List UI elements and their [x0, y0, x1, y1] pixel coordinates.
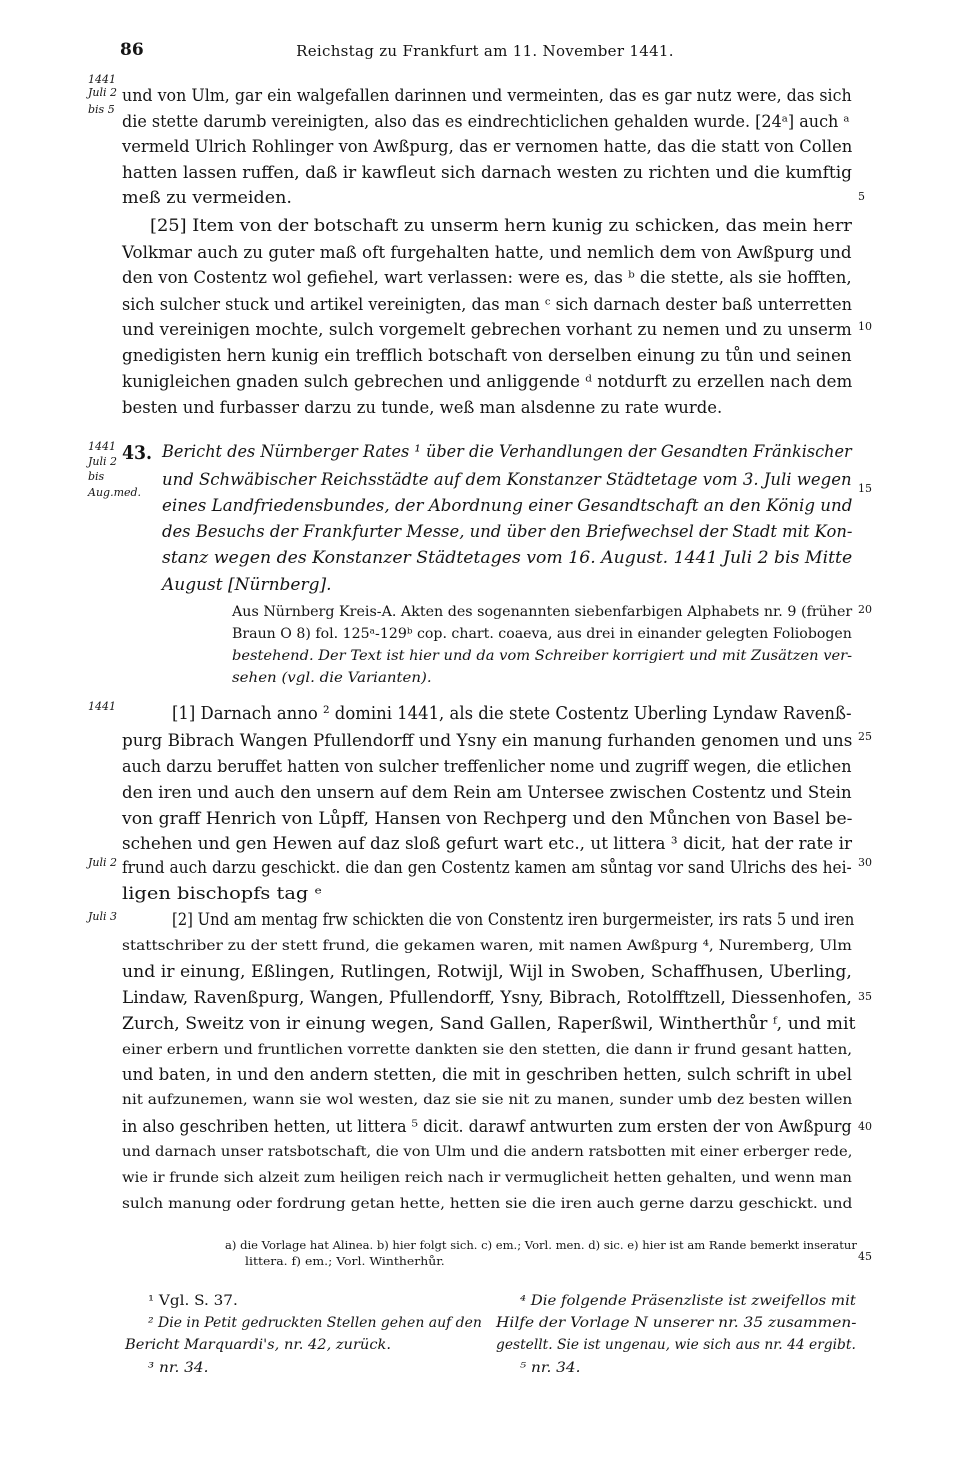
text-line: und ir einung, Eßlingen, Rutlingen, Rotwijl, Wijl in Swoben, Schaffhusen, Uberling,	[122, 962, 852, 982]
line-number: 20	[858, 603, 872, 616]
margin-note: bis 5	[88, 103, 115, 116]
line-number: 25	[858, 730, 872, 743]
margin-note: 1441	[88, 700, 116, 713]
text-line: nit aufzunemen, wann sie wol westen, daz sie sie nit zu manen, sunder umb dez besten willen	[122, 1092, 853, 1108]
text-line: hatten lassen ruffen, daß ir kawfleut sich darnach westen zu richten und die kumftig	[122, 163, 852, 183]
line-number: 10	[858, 320, 872, 333]
line-number: 35	[858, 990, 872, 1003]
text-line: vermeld Ulrich Rohlinger von Awßpurg, das er vernomen hatte, das die statt von Collen	[122, 137, 853, 157]
text-line: und vereinigen mochte, sulch vorgemelt gebrechen vorhant zu nemen und zu unserm	[122, 320, 852, 340]
text-line: auch darzu beruffet hatten von sulcher treffenlicher nome und zugriff wegen, die etlichen	[122, 757, 852, 777]
line-number: 5	[858, 190, 865, 203]
text-line: [1] Darnach anno ² domini 1441, als die stete Costentz Uberling Lyndaw Ravenß-	[172, 703, 852, 724]
heading-line: eines Landfriedensbundes, der Abordnung einer Gesandtschaft an den König und	[162, 496, 853, 516]
text-line: Lindaw, Ravenßpurg, Wangen, Pfullendorff, Ysny, Bibrach, Rotolfftzell, Diessenhofen,	[122, 988, 852, 1008]
text-line: einer erbern und fruntlichen vorrette dankten sie den stetten, die dann ir frund gesant hatten,	[122, 1042, 853, 1058]
margin-note: Juli 2	[88, 856, 118, 869]
variant-line: a) die Vorlage hat Alinea. b) hier folgt sich. c) em.; Vorl. men. d) sic. e) hier ist am Rande bemerkt inseratur	[225, 1238, 857, 1252]
source-line: bestehend. Der Text ist hier und da vom Schreiber korrigiert und mit Zusätzen ver-	[232, 648, 853, 664]
margin-note: bis	[88, 470, 105, 483]
text-line: die stette darumb vereinigten, also das es eindrechticlichen gehalden wurde. [24ᵃ] auch ᵃ	[122, 112, 850, 132]
text-line: und baten, in und den andern stetten, die mit in geschriben hetten, sulch schrift in ubel	[122, 1065, 852, 1085]
heading-line: Bericht des Nürnberger Rates ¹ über die Verhandlungen der Gesandten Fränkischer	[162, 442, 852, 462]
text-line: Zurch, Sweitz von ir einung wegen, Sand Gallen, Raperßwil, Wintherthůr ᶠ, und mit	[122, 1014, 856, 1034]
text-line: Volkmar auch zu guter maß oft furgehalten hatte, und nemlich dem von Awßpurg und	[122, 243, 852, 263]
text-line: und von Ulm, gar ein walgefallen darinnen und vermeinten, das es gar nutz were, das sich	[122, 86, 852, 106]
margin-note: Juli 3	[88, 910, 118, 923]
text-line: in also geschriben hetten, ut littera ⁵ dicit. darawf antwurten zum ersten der von Awßpurg	[122, 1117, 852, 1137]
text-line: frund auch darzu geschickt. die dan gen Costentz kamen am sůntag vor sand Ulrichs des hei-	[122, 858, 852, 878]
source-line: Aus Nürnberg Kreis-A. Akten des sogenannten siebenfarbigen Alphabets nr. 9 (früher	[232, 604, 853, 620]
heading-line: des Besuchs der Frankfurter Messe, und über den Briefwechsel der Stadt mit Kon-	[162, 522, 853, 542]
text-line: kunigleichen gnaden sulch gebrechen und anliggende ᵈ notdurft zu erzellen nach dem	[122, 372, 853, 392]
line-number: 45	[858, 1250, 872, 1263]
footnote-line: ⁵ nr. 34.	[520, 1360, 581, 1376]
variant-line: littera. f) em.; Vorl. Wintherhůr.	[245, 1254, 445, 1268]
section-number: 43.	[122, 442, 153, 464]
margin-note: Juli 2	[88, 455, 118, 468]
source-line: sehen (vgl. die Varianten).	[232, 670, 432, 686]
page-number: 86	[120, 40, 144, 60]
line-number: 30	[858, 856, 872, 869]
running-title: Reichstag zu Frankfurt am 11. November 1441.	[296, 42, 674, 60]
source-line: Braun O 8) fol. 125ᵃ-129ᵇ cop. chart. coaeva, aus drei in einander gelegten Foliobogen	[232, 626, 852, 642]
text-line: meß zu vermeiden.	[122, 188, 292, 208]
heading-line: und Schwäbischer Reichsstädte auf dem Konstanzer Städtetage vom 3. Juli wegen	[162, 470, 852, 490]
margin-note: 1441	[88, 440, 116, 453]
line-number: 15	[858, 482, 872, 495]
text-line: sulch manung oder fordrung getan hette, hetten sie die iren auch gerne darzu geschickt. und	[122, 1196, 853, 1212]
footnote-line: ¹ Vgl. S. 37.	[148, 1293, 238, 1309]
margin-note: 1441	[88, 73, 116, 86]
heading-line: stanz wegen des Konstanzer Städtetages vom 16. August. 1441 Juli 2 bis Mitte	[162, 548, 853, 568]
text-line: purg Bibrach Wangen Pfullendorff und Ysny ein manung furhanden genomen und uns	[122, 731, 853, 751]
text-line: und darnach unser ratsbotschaft, die von Ulm und die andern ratsbotten mit einer erberger rede,	[122, 1144, 853, 1160]
footnote-line: Hilfe der Vorlage N unserer nr. 35 zusammen-	[496, 1315, 857, 1331]
text-line: schehen und gen Hewen auf daz sloß gefurt wart etc., ut littera ³ dicit, hat der rate ir	[122, 834, 853, 854]
text-line: den von Costentz wol gefiehel, wart verlassen: were es, das ᵇ die stette, als sie hofften,	[122, 268, 852, 288]
text-line: ligen bischopfs tag ᵉ	[122, 884, 323, 904]
text-line: stattschriber zu der stett frund, die gekamen waren, mit namen Awßpurg ⁴, Nuremberg, Ulm	[122, 938, 852, 954]
line-number: 40	[858, 1120, 872, 1133]
text-line: besten und furbasser darzu zu tunde, weß man alsdenne zu rate wurde.	[122, 398, 723, 418]
footnote-line: ⁴ Die folgende Präsenzliste ist zweifellos mit	[520, 1293, 856, 1309]
text-line: sich sulcher stuck und artikel vereinigten, das man ᶜ sich darnach dester baß unterretten	[122, 295, 852, 315]
footnote-line: ² Die in Petit gedruckten Stellen gehen auf den	[148, 1315, 482, 1331]
footnote-line: ³ nr. 34.	[148, 1360, 209, 1376]
text-line: [25] Item von der botschaft zu unserm hern kunig zu schicken, das mein herr	[150, 216, 852, 236]
text-line: gnedigisten hern kunig ein trefflich botschaft von derselben einung zu tůn und seinen	[122, 346, 852, 366]
text-line: den iren und auch den unsern auf dem Rein am Untersee zwischen Costentz und Stein	[122, 783, 852, 803]
text-line: von graff Henrich von Lůpff, Hansen von Rechperg und den Můnchen von Basel be-	[122, 809, 853, 829]
heading-line: August [Nürnberg].	[162, 575, 332, 595]
margin-note: Juli 2	[88, 86, 118, 99]
footnote-line: gestellt. Sie ist ungenau, wie sich aus nr. 44 ergibt.	[496, 1337, 856, 1353]
text-line: wie ir frunde sich alzeit zum heiligen reich nach ir vermuglicheit hetten gehalten, und wenn man	[122, 1170, 852, 1186]
text-line: [2] Und am mentag frw schickten die von Constentz iren burgermeister, irs rats 5 und iren	[172, 910, 855, 930]
margin-note: Aug.med.	[88, 486, 142, 499]
page-header	[120, 40, 850, 66]
footnote-line: Bericht Marquardi's, nr. 42, zurück.	[125, 1337, 391, 1353]
